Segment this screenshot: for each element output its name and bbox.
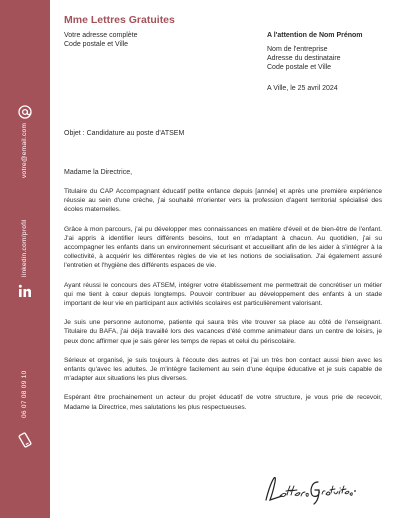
sidebar (0, 0, 50, 518)
recipient-city: Code postale et Ville (267, 64, 332, 71)
sender-address: Votre adresse complète (64, 32, 138, 39)
lettres-gratuites-logo (262, 474, 357, 506)
linkedin-icon (17, 283, 33, 299)
sender-block (64, 14, 175, 49)
paragraph: Espérant être prochainement un acteur du projet éducatif de votre structure, je vous prie de recevoir, Madame la Directrice, mes salutations les plus respectueuses. (64, 394, 382, 411)
sender-city: Code postale et Ville (64, 41, 129, 48)
sidebar-linkedin-text[interactable]: linkedin.com/profil (21, 219, 28, 277)
at-icon (17, 104, 33, 120)
paragraph: Grâce à mon parcours, j'ai pu développer mes connaissances en matière d'éveil et de bien-être de l'enfant. J'ai appris à identifier leurs différents besoins, tout en m'adaptant à chacun. Au quotidien, j'ai su accompagner les enfants dans un environnement sécurisant et accueillant afin de les aider à s'intégrer à la collectivité, à acquérir les différentes règles de vie et les notions de socialisation. J'ai également assuré l'entretien et l'hygiène des différents espaces de vie. (64, 225, 382, 270)
sidebar-email-text[interactable]: votre@email.com (21, 122, 28, 178)
letter-object: Objet : Candidature au poste d'ATSEM (64, 130, 185, 137)
letter-body (64, 169, 382, 422)
paragraph: Ayant réussi le concours des ATSEM, intégrer votre établissement me permettrait de concrétiser un métier qui me tient à cœur depuis longtemps. Pouvoir contribuer au développement des enfants à un stade important de leur vie en participant aux activités scolaires est particulièrement valorisant. (64, 281, 382, 308)
paragraph: Je suis une personne autonome, patiente qui saura très vite trouver sa place au côté de l'enseignant. Titulaire du BAFA, j'ai déjà travaillé lors des vacances d'été comme animateur dans un centre de loisirs, je peux donc affirmer que je sais gérer les temps de repas et celui du périscolaire. (64, 319, 382, 345)
phone-icon (17, 432, 33, 448)
recipient-company: Nom de l'entreprise (267, 46, 328, 53)
paragraph: Titulaire du CAP Accompagnant éducatif petite enfance depuis [année] et après une première expérience réussie au sein d'une crèche, j'ai souhaité m'orienter vers la profession d'agent territorial spécialisé des écoles maternelles. (64, 188, 382, 214)
recipient-address: Adresse du destinataire (267, 55, 341, 62)
salutation: Madame la Directrice, (64, 169, 133, 176)
recipient-block (267, 31, 392, 72)
recipient-title: A l'attention de Nom Prénom (267, 32, 363, 39)
sender-name: Mme Lettres Gratuites (64, 14, 175, 26)
sidebar-phone-text[interactable]: 06 07 08 09 10 (21, 370, 28, 418)
paragraph: Sérieux et organisé, je suis toujours à l'écoute des autres et j'ai un très bon contact aussi bien avec les enfants qu'avec les adultes. Je m'intègre facilement au sein d'une équipe éducative et je suis capable de m'adapter aux situations les plus diverses. (64, 356, 382, 383)
letter-date: A Ville, le 25 avril 2024 (267, 85, 338, 92)
